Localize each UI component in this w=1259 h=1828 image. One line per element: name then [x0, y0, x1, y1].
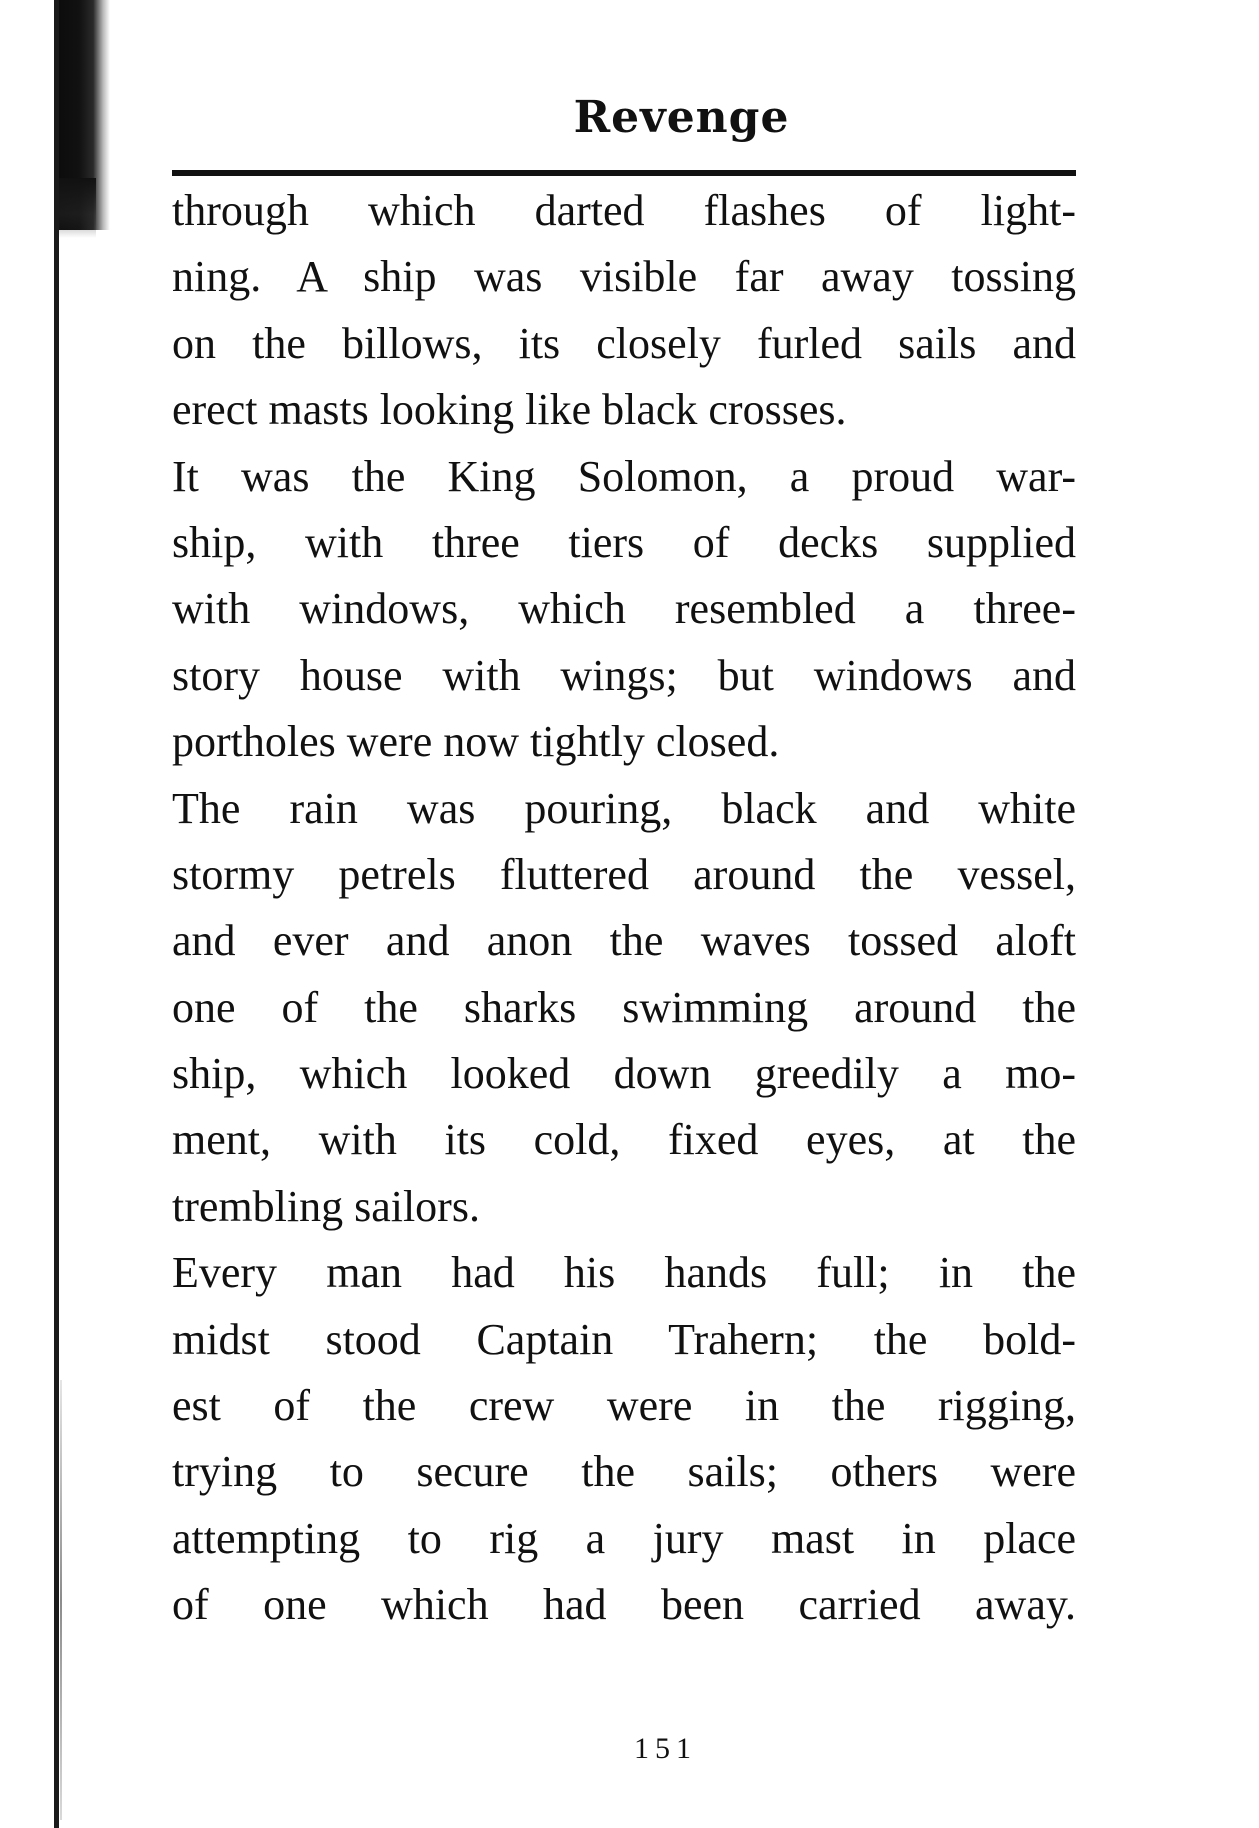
text-line: and ever and anon the waves tossed aloft [172, 916, 1076, 966]
text-line: portholes were now tightly closed. [172, 717, 780, 767]
header-rule [172, 170, 1076, 176]
text-line: on the billows, its closely furled sails and [172, 318, 1076, 368]
text-line: ning. A ship was visible far away tossing [172, 252, 1076, 302]
text-line: erect masts looking like black crosses. [172, 385, 847, 435]
text-line: trying to secure the sails; others were [172, 1447, 1076, 1497]
text-line: The rain was pouring, black and white [172, 783, 1076, 833]
text-line: ment, with its cold, fixed eyes, at the [172, 1115, 1076, 1165]
text-line: of one which had been carried away. [172, 1580, 1076, 1630]
text-line: est of the crew were in the rigging, [172, 1381, 1076, 1431]
body-text [172, 178, 1076, 1639]
text-line: ship, which looked down greedily a mo- [172, 1049, 1076, 1099]
page-number: 151 [634, 1732, 697, 1765]
text-line: It was the King Solomon, a proud war- [172, 451, 1076, 501]
text-line: stormy petrels fluttered around the vessel, [172, 849, 1076, 899]
text-line: trembling sailors. [172, 1181, 480, 1231]
text-line: attempting to rig a jury mast in place [172, 1513, 1076, 1563]
text-line: through which darted flashes of light- [172, 186, 1076, 235]
binding-edge [54, 0, 59, 1828]
text-line: with windows, which resembled a three- [172, 584, 1076, 634]
text-line: midst stood Captain Trahern; the bold- [172, 1314, 1076, 1364]
text-line: ship, with three tiers of decks supplied [172, 517, 1076, 567]
text-line: story house with wings; but windows and [172, 650, 1076, 700]
text-line: one of the sharks swimming around the [172, 982, 1076, 1032]
text-line: Every man had his hands full; in the [172, 1248, 1076, 1298]
running-head: Revenge [573, 92, 790, 143]
